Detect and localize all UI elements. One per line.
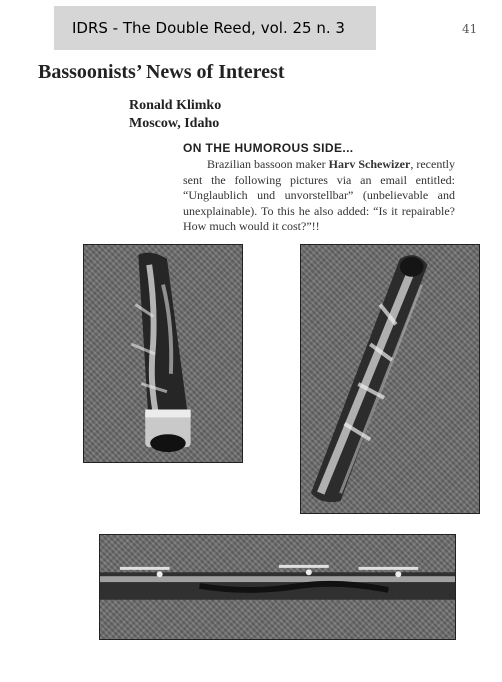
bassoon-photo-1	[83, 244, 243, 463]
paragraph-rest: , recently sent the following pictures via an email entitled: “Unglaublich und unvorstellbar” (unbelievable and unexplainable). To this he also added: “Is it repairable? How much would it cost?”!!	[183, 157, 455, 233]
section-heading: ON THE HUMOROUS SIDE...	[183, 141, 354, 155]
bassoon-photo-3	[99, 534, 456, 640]
author-name: Ronald Klimko	[129, 98, 222, 113]
author-location: Moscow, Idaho	[129, 116, 220, 131]
author-block	[129, 97, 221, 133]
damaged-bassoon-joint-image	[301, 245, 479, 513]
damaged-bassoon-body-image	[100, 535, 455, 639]
damaged-bassoon-joint-image	[84, 245, 242, 462]
maker-name: Harv Schewizer	[328, 157, 411, 171]
article-paragraph	[183, 157, 455, 235]
bassoon-photo-2	[300, 244, 480, 514]
header-banner	[54, 6, 376, 50]
paragraph-intro: Brazilian bassoon maker	[207, 157, 329, 171]
page-title: Bassoonists’ News of Interest	[38, 61, 285, 83]
page-number: 41	[462, 22, 478, 36]
header-banner-text: IDRS - The Double Reed, vol. 25 n. 3	[72, 19, 345, 37]
